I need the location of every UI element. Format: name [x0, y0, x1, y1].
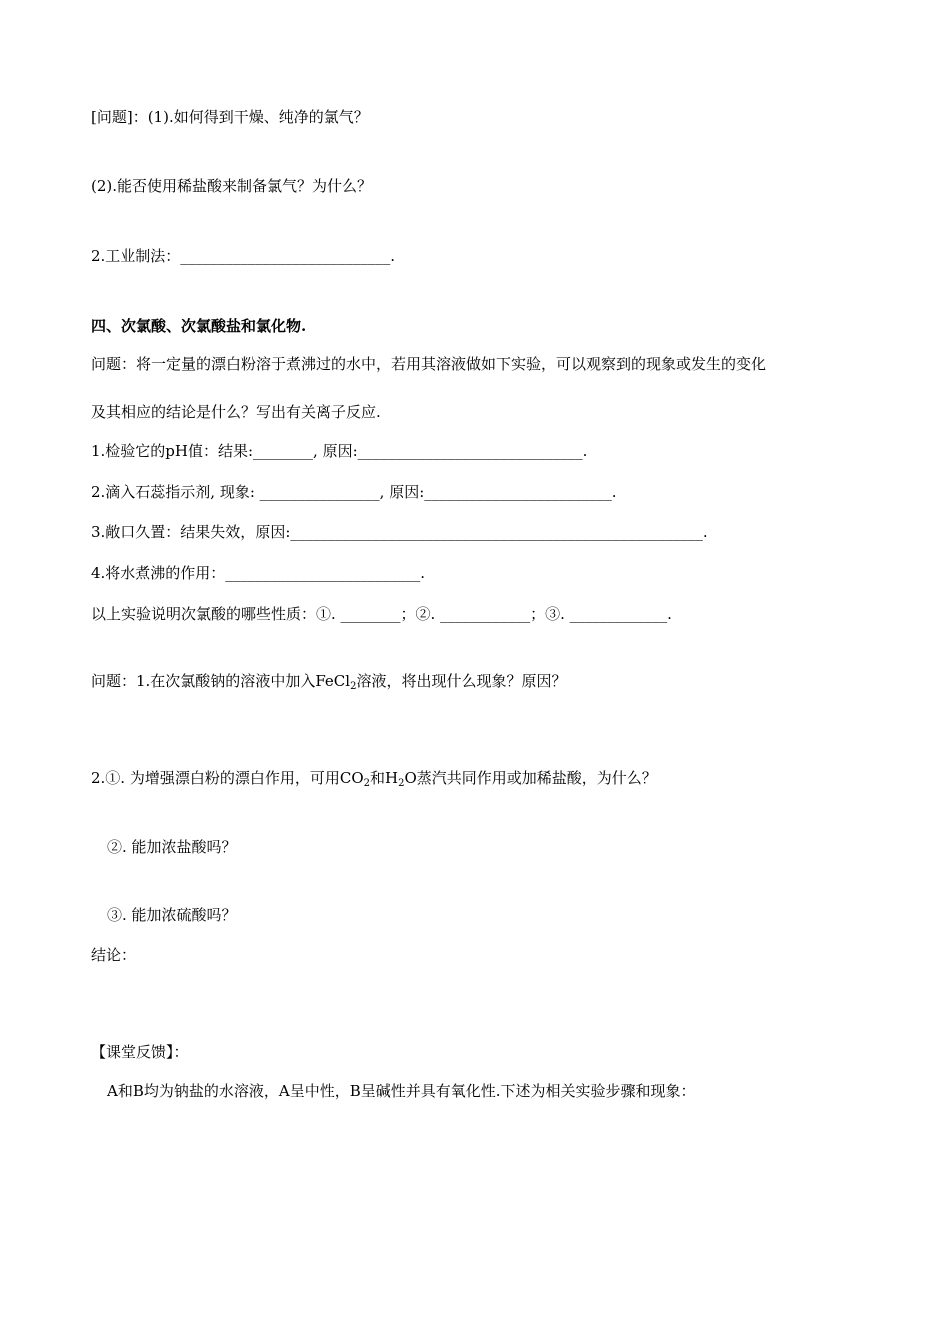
question-conc-hcl: ②. 能加浓盐酸吗？	[107, 838, 237, 856]
feedback-text: A和B均为钠盐的水溶液，A呈中性，B呈碱性并具有氧化性.下述为相关实验步骤和现象：	[107, 1082, 696, 1100]
question-dilute-hcl: (2).能否使用稀盐酸来制备氯气？为什么？	[91, 177, 373, 195]
question-conc-h2so4: ③. 能加浓硫酸吗？	[107, 906, 237, 924]
hypochlorous-properties: 以上实验说明次氯酸的哪些性质：①. ________；②. ____________；③. _____________.	[91, 605, 672, 623]
question-dry-pure-chlorine: [问题]：(1).如何得到干燥、纯净的氯气？	[91, 108, 369, 126]
item-litmus: 2.滴入石蕊指示剂, 现象: ________________, 原因:_________________________.	[91, 483, 617, 501]
section4-intro-line2: 及其相应的结论是什么？写出有关离子反应.	[91, 403, 381, 421]
section4-heading: 四、次氯酸、次氯酸盐和氯化物.	[91, 317, 307, 335]
item-ph-test: 1.检验它的pH值：结果:________, 原因:______________________________.	[91, 442, 588, 460]
industrial-method-line: 2.工业制法：____________________________.	[91, 247, 396, 265]
item-boil-water: 4.将水煮沸的作用：__________________________.	[91, 564, 426, 582]
conclusion-label: 结论：	[91, 946, 137, 964]
question-fecl2: 问题：1.在次氯酸钠的溶液中加入FeCl$_2$溶液，将出现什么现象？原因？	[91, 672, 567, 692]
item-exposed: 3.敞口久置：结果失效，原因:_______________________________________________________.	[91, 523, 708, 541]
feedback-heading: 【课堂反馈】：	[91, 1043, 189, 1061]
section4-intro-line1: 问题：将一定量的漂白粉溶于煮沸过的水中，若用其溶液做如下实验，可以观察到的现象或发生的变化	[91, 355, 767, 373]
question-enhance-bleach: 2.①. 为增强漂白粉的漂白作用，可用$CO_2$和$H_2O$蒸汽共同作用或加稀盐酸，为什么？	[91, 769, 657, 789]
